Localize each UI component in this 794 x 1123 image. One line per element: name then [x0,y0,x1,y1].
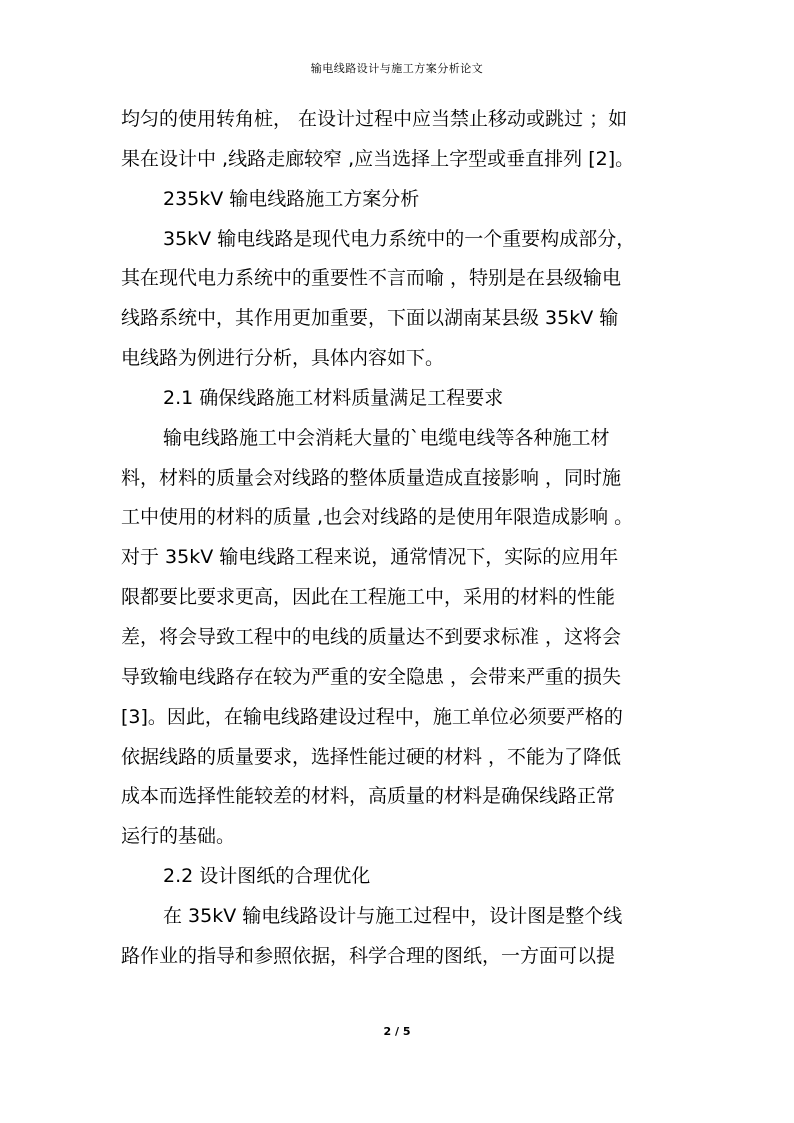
body-line: 依据线路的质量要求，选择性能过硬的材料 ，不能为了降低 [121,745,622,768]
body-line: 工中使用的材料的质量 ,也会对线路的是使用年限造成影响 。 [121,506,634,529]
document-body [121,100,681,977]
section-heading: 2.1 确保线路施工材料质量满足工程要求 [163,386,504,409]
body-line: 料，材料的质量会对线路的整体质量造成直接影响 ，同时施 [121,466,622,489]
body-line: 果在设计中 ,线路走廊较窄 ,应当选择上字型或垂直排列 [2]。 [121,147,635,170]
section-heading: 235kV 输电线路施工方案分析 [163,187,420,210]
body-line: 导致输电线路存在较为严重的安全隐患 ，会带来严重的损失 [121,665,622,688]
section-heading: 2.2 设计图纸的合理优化 [163,865,371,888]
body-line: 输电线路施工中会消耗大量的`电缆电线等各种施工材 [163,426,610,449]
body-line: 路作业的指导和参照依据，科学合理的图纸，一方面可以提 [121,944,616,967]
body-line: 线路系统中，其作用更加重要，下面以湖南某县级 35kV 输 [121,307,619,330]
page-number: 2 / 5 [383,1025,411,1038]
body-line: 限都要比要求更高，因此在工程施工中，采用的材料的性能 [121,586,616,609]
body-line: 对于 35kV 输电线路工程来说，通常情况下，实际的应用年 [121,546,619,569]
page-header: 输电线路设计与施工方案分析论文 [310,62,484,75]
body-line: 在 35kV 输电线路设计与施工过程中，设计图是整个线 [163,904,623,927]
body-line: [3]。因此，在输电线路建设过程中，施工单位必须要严格的 [121,705,623,728]
body-line: 电线路为例进行分析，具体内容如下。 [121,347,445,370]
body-line: 其在现代电力系统中的重要性不言而喻 ，特别是在县级输电 [121,267,622,290]
body-line: 35kV 输电线路是现代电力系统中的一个重要构成部分， [163,227,636,250]
body-line: 均匀的使用转角桩， 在设计过程中应当禁止移动或跳过 ；如 [121,108,628,130]
body-line: 运行的基础。 [121,825,236,848]
body-line: 成本而选择性能较差的材料，高质量的材料是确保线路正常 [121,785,616,808]
body-line: 差，将会导致工程中的电线的质量达不到要求标准 ，这将会 [121,625,622,648]
